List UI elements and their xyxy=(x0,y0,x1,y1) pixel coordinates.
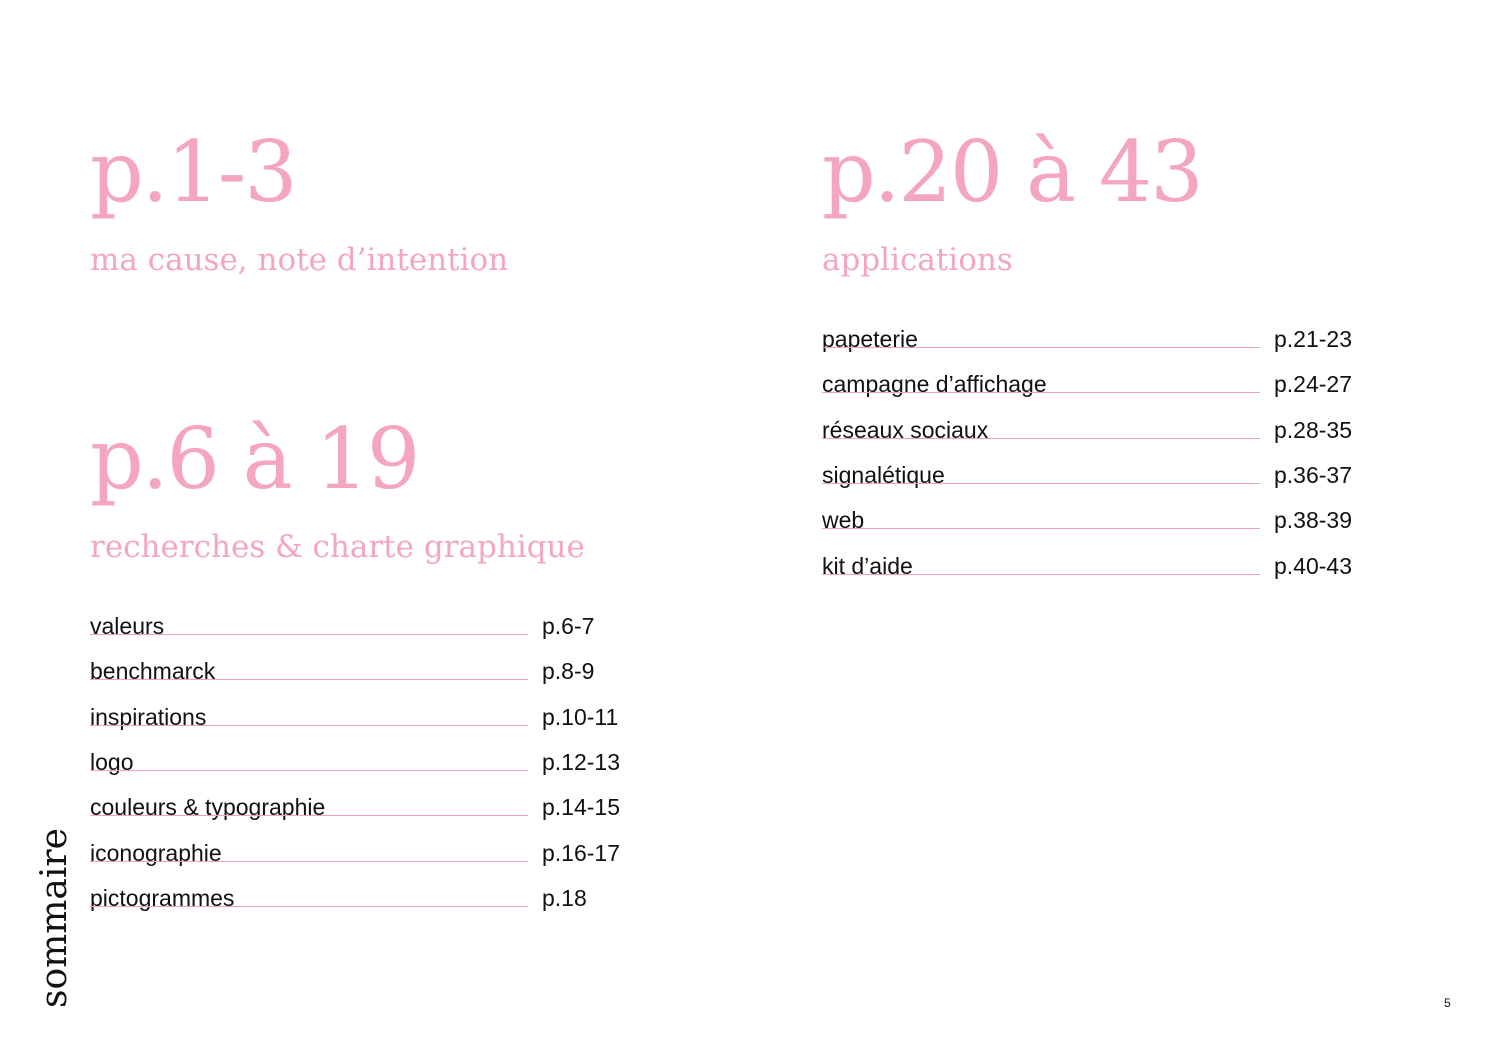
section-2-toc xyxy=(90,612,624,929)
toc-leader-line xyxy=(90,815,528,816)
toc-entry-reseaux-sociaux[interactable] xyxy=(822,416,1356,461)
toc-entry-pages: p.38-39 xyxy=(1274,507,1353,534)
toc-entry-pages: p.16-17 xyxy=(542,839,621,866)
toc-entry-label: benchmarck xyxy=(90,658,216,685)
toc-leader-line xyxy=(822,392,1260,393)
toc-entry-pictogrammes[interactable] xyxy=(90,884,624,929)
toc-entry-pages: p.36-37 xyxy=(1274,461,1353,488)
toc-entry-pages: p.21-23 xyxy=(1274,326,1353,352)
toc-entry-kit-aide[interactable] xyxy=(822,552,1356,597)
toc-entry-campagne-affichage[interactable] xyxy=(822,370,1356,415)
toc-entry-label: logo xyxy=(90,748,134,775)
toc-entry-benchmarck[interactable] xyxy=(90,657,624,702)
section-2-title: recherches & charte graphique xyxy=(90,529,585,565)
toc-entry-papeterie[interactable] xyxy=(822,325,1356,370)
toc-leader-line xyxy=(822,483,1260,484)
toc-entry-label: web xyxy=(822,507,865,534)
section-3-toc xyxy=(822,325,1356,597)
section-3-title: applications xyxy=(822,242,1013,278)
toc-entry-inspirations[interactable] xyxy=(90,703,624,748)
section-1-title: ma cause, note d’intention xyxy=(90,242,509,278)
toc-leader-line xyxy=(90,861,528,862)
toc-leader-line xyxy=(822,347,1260,348)
toc-entry-iconographie[interactable] xyxy=(90,839,624,884)
sommaire-title: sommaire xyxy=(34,828,75,1008)
toc-entry-label: valeurs xyxy=(90,613,165,639)
toc-entry-valeurs[interactable] xyxy=(90,612,624,657)
toc-entry-label: signalétique xyxy=(822,461,945,488)
section-2-page-range: p.6 à 19 xyxy=(90,410,419,508)
toc-entry-pages: p.12-13 xyxy=(542,748,621,775)
toc-entry-label: réseaux sociaux xyxy=(822,416,989,443)
toc-entry-pages: p.24-27 xyxy=(1274,371,1353,398)
toc-entry-pages: p.28-35 xyxy=(1274,416,1353,443)
toc-entry-label: campagne d’affichage xyxy=(822,371,1047,398)
toc-entry-pages: p.10-11 xyxy=(542,703,619,730)
toc-leader-line xyxy=(90,906,528,907)
toc-entry-pages: p.14-15 xyxy=(542,794,621,821)
toc-entry-pages: p.18 xyxy=(542,884,587,911)
toc-leader-line xyxy=(90,725,528,726)
toc-leader-line xyxy=(90,770,528,771)
toc-entry-logo[interactable] xyxy=(90,748,624,793)
toc-entry-pages: p.8-9 xyxy=(542,658,595,685)
toc-leader-line xyxy=(90,679,528,680)
toc-leader-line xyxy=(90,634,528,635)
toc-leader-line xyxy=(822,438,1260,439)
toc-entry-label: couleurs & typographie xyxy=(90,794,326,821)
toc-entry-label: kit d’aide xyxy=(822,552,913,579)
toc-entry-pages: p.6-7 xyxy=(542,613,595,639)
toc-entry-label: papeterie xyxy=(822,326,918,352)
page-number: 5 xyxy=(1444,996,1451,1010)
toc-leader-line xyxy=(822,574,1260,575)
toc-entry-label: inspirations xyxy=(90,703,207,730)
section-3-page-range: p.20 à 43 xyxy=(822,123,1202,221)
toc-entry-signaletique[interactable] xyxy=(822,461,1356,506)
toc-entry-couleurs-typographie[interactable] xyxy=(90,793,624,838)
toc-leader-line xyxy=(822,528,1260,529)
toc-entry-label: iconographie xyxy=(90,839,222,866)
toc-entry-pages: p.40-43 xyxy=(1274,552,1353,579)
section-1-page-range: p.1-3 xyxy=(90,123,296,221)
toc-entry-web[interactable] xyxy=(822,506,1356,551)
toc-entry-label: pictogrammes xyxy=(90,884,235,911)
